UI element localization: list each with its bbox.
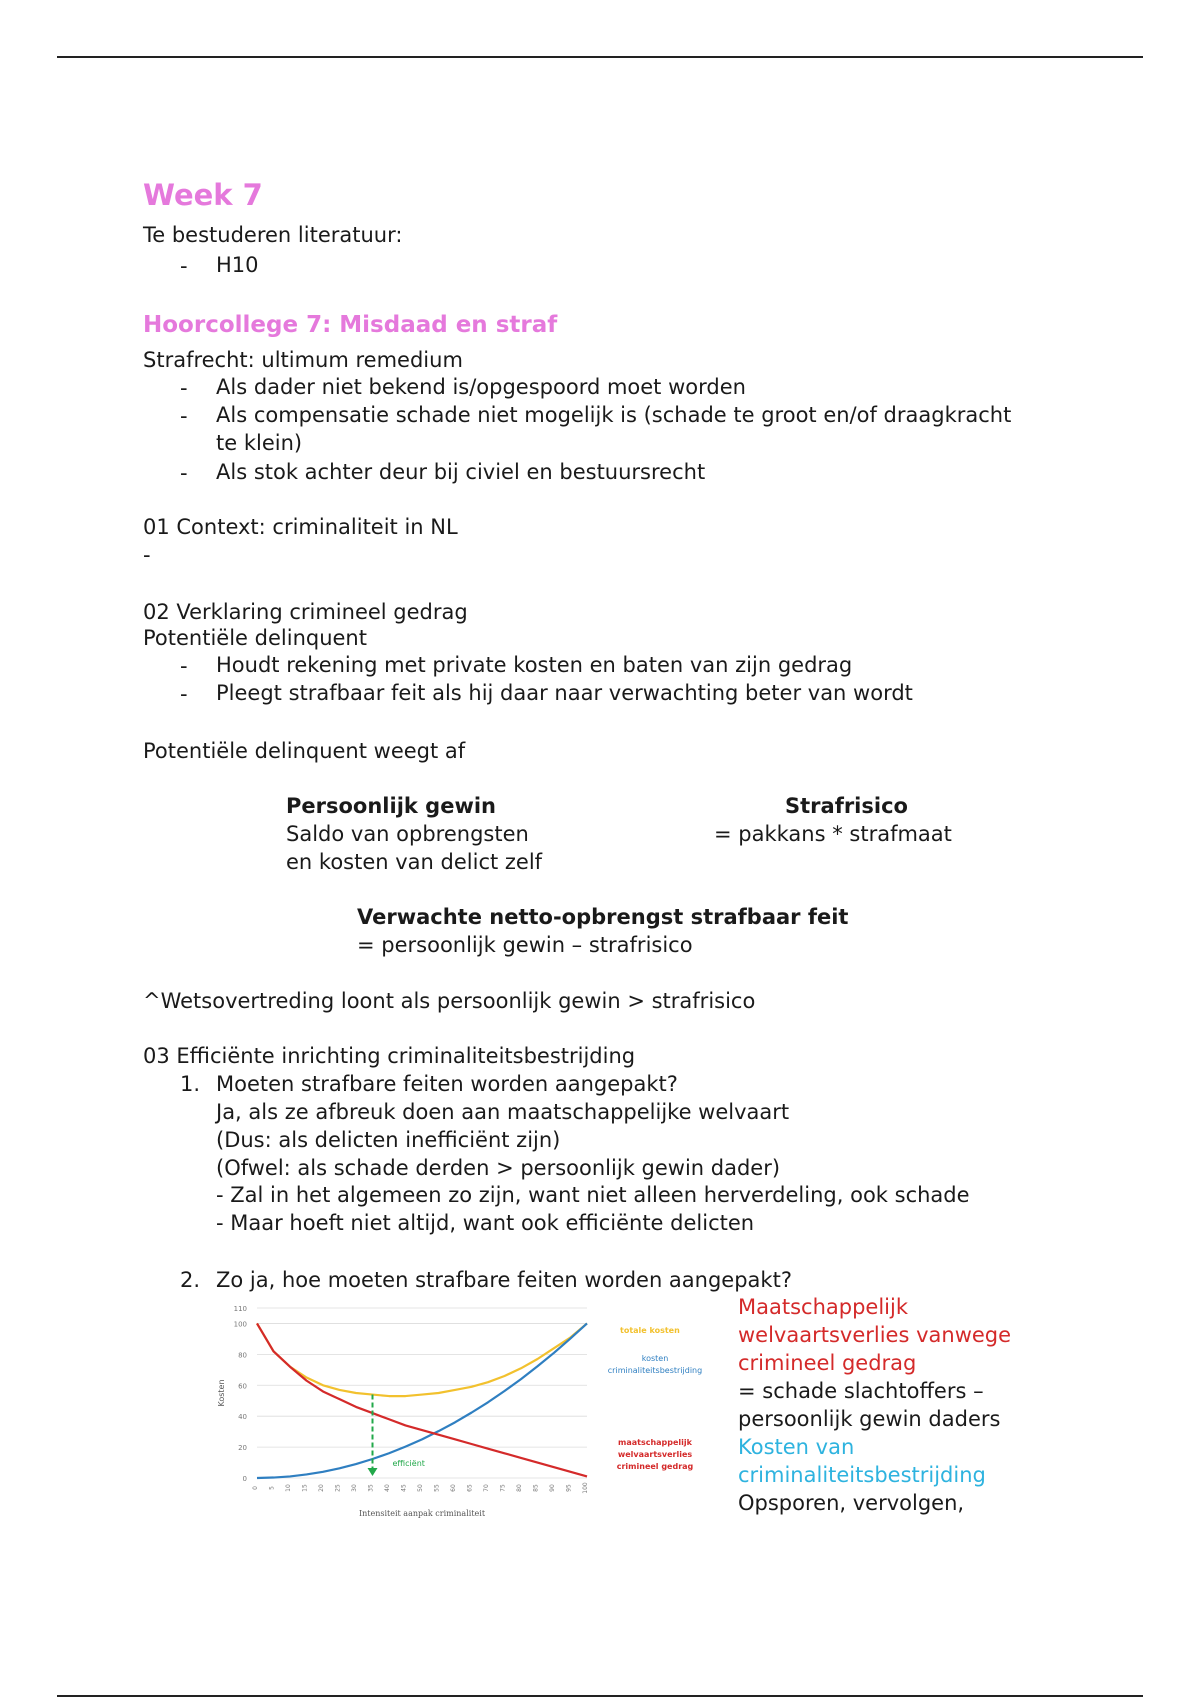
list-bullet: - xyxy=(180,654,188,678)
x-tick-label: 60 xyxy=(450,1484,457,1492)
list-item: Als dader niet bekend is/opgespoord moet worden xyxy=(216,375,746,399)
sidebar-red-line: Maatschappelijk xyxy=(738,1295,908,1319)
x-tick-label: 15 xyxy=(301,1484,309,1492)
list-item: Als stok achter deur bij civiel en bestuursrecht xyxy=(216,460,706,484)
x-tick-label: 5 xyxy=(268,1486,276,1490)
strafrecht-intro: Strafrecht: ultimum remedium xyxy=(143,348,463,372)
sidebar-blue-line: criminaliteitsbestrijding xyxy=(738,1463,986,1487)
x-tick-label: 85 xyxy=(532,1484,540,1492)
legend-welfare-loss-2: welvaartsverlies xyxy=(617,1450,693,1459)
sidebar-definition: = schade slachtoffers – xyxy=(738,1379,984,1403)
answer-line: - Maar hoeft niet altijd, want ook efficiënte delicten xyxy=(216,1211,755,1235)
section-2-title: 02 Verklaring crimineel gedrag xyxy=(143,600,468,624)
x-tick-label: 75 xyxy=(499,1484,507,1492)
x-tick-label: 95 xyxy=(565,1484,573,1492)
sidebar-red-line: crimineel gedrag xyxy=(738,1351,917,1375)
welfare-loss-line xyxy=(257,1323,587,1476)
answer-line: (Dus: als delicten inefficiënt zijn) xyxy=(216,1128,561,1152)
question-2: Zo ja, hoe moeten strafbare feiten worden aangepakt? xyxy=(216,1268,792,1292)
x-tick-label: 65 xyxy=(466,1484,474,1492)
sidebar-red-line: welvaartsverlies vanwege xyxy=(738,1323,1012,1347)
gain-line-1: Saldo van opbrengsten xyxy=(286,822,529,846)
top-rule xyxy=(57,56,1143,58)
enforcement-costs-line xyxy=(257,1323,587,1478)
x-tick-label: 40 xyxy=(384,1484,391,1492)
x-axis-label: Intensiteit aanpak criminaliteit xyxy=(358,1509,486,1518)
legend-welfare-loss-1: maatschappelijk xyxy=(618,1438,692,1447)
y-axis-label: Kosten xyxy=(217,1379,226,1407)
y-tick-label: 110 xyxy=(233,1305,247,1313)
section-1-bullet: - xyxy=(143,543,151,567)
literature-label: Te bestuderen literatuur: xyxy=(143,223,403,247)
list-item: Pleegt strafbaar feit als hij daar naar verwachting beter van wordt xyxy=(216,681,913,705)
x-tick-label: 70 xyxy=(483,1484,490,1492)
y-tick-label: 100 xyxy=(233,1320,247,1329)
list-number: 1. xyxy=(180,1072,201,1096)
x-tick-label: 25 xyxy=(334,1484,342,1492)
cost-chart xyxy=(212,1298,732,1520)
y-tick-label: 60 xyxy=(238,1382,247,1391)
legend-enforcement-costs-2: criminaliteitsbestrijding xyxy=(607,1366,703,1375)
list-bullet: - xyxy=(180,254,188,278)
question-1: Moeten strafbare feiten worden aangepakt? xyxy=(216,1072,678,1096)
x-tick-label: 45 xyxy=(400,1484,408,1492)
y-tick-label: 80 xyxy=(238,1351,247,1360)
risk-title: Strafrisico xyxy=(785,794,908,818)
list-item: Houdt rekening met private kosten en baten van zijn gedrag xyxy=(216,653,853,677)
x-tick-label: 50 xyxy=(417,1484,424,1492)
y-tick-label: 0 xyxy=(242,1475,247,1483)
net-line: = persoonlijk gewin – strafrisico xyxy=(357,933,693,957)
sidebar-last-line: Opsporen, vervolgen, xyxy=(738,1491,965,1515)
list-number: 2. xyxy=(180,1268,201,1292)
list-bullet: - xyxy=(180,376,188,400)
bottom-rule xyxy=(57,1695,1143,1697)
section-2-subtitle: Potentiële delinquent xyxy=(143,626,367,650)
legend-total-costs: totale kosten xyxy=(620,1326,680,1335)
y-tick-label: 40 xyxy=(238,1413,247,1422)
list-bullet: - xyxy=(180,404,188,428)
answer-line: (Ofwel: als schade derden > persoonlijk gewin dader) xyxy=(216,1156,781,1180)
section-3-title: 03 Efficiënte inrichting criminaliteitsbestrijding xyxy=(143,1044,636,1068)
section-1-title: 01 Context: criminaliteit in NL xyxy=(143,515,458,539)
x-tick-label: 55 xyxy=(433,1484,441,1492)
conclusion-text: ^Wetsovertreding loont als persoonlijk gewin > strafrisico xyxy=(143,989,756,1013)
x-tick-label: 20 xyxy=(318,1484,325,1492)
legend-enforcement-costs-1: kosten xyxy=(641,1354,669,1363)
list-bullet: - xyxy=(180,461,188,485)
x-tick-label: 100 xyxy=(582,1482,589,1494)
weighs-text: Potentiële delinquent weegt af xyxy=(143,739,466,763)
x-tick-label: 10 xyxy=(285,1484,292,1492)
x-tick-label: 90 xyxy=(549,1484,556,1492)
x-tick-label: 0 xyxy=(252,1486,259,1490)
sidebar-definition: persoonlijk gewin daders xyxy=(738,1407,1001,1431)
x-tick-label: 30 xyxy=(351,1484,358,1492)
list-item: Als compensatie schade niet mogelijk is (schade te groot en/of draagkracht xyxy=(216,403,1012,427)
y-tick-label: 20 xyxy=(238,1444,247,1453)
efficient-label: efficiënt xyxy=(392,1459,425,1468)
sidebar-blue-line: Kosten van xyxy=(738,1435,855,1459)
net-title: Verwachte netto-opbrengst strafbaar feit xyxy=(357,905,849,929)
efficient-marker-arrow xyxy=(368,1468,378,1476)
week-title: Week 7 xyxy=(143,178,263,212)
legend-welfare-loss-3: crimineel gedrag xyxy=(616,1462,694,1471)
gain-line-2: en kosten van delict zelf xyxy=(286,850,543,874)
risk-line: = pakkans * strafmaat xyxy=(714,822,952,846)
lecture-title: Hoorcollege 7: Misdaad en straf xyxy=(143,312,558,338)
answer-line: Ja, als ze afbreuk doen aan maatschappelijke welvaart xyxy=(216,1100,790,1124)
gain-title: Persoonlijk gewin xyxy=(286,794,496,818)
x-tick-label: 35 xyxy=(367,1484,375,1492)
answer-line: - Zal in het algemeen zo zijn, want niet alleen herverdeling, ook schade xyxy=(216,1183,970,1207)
list-bullet: - xyxy=(180,682,188,706)
x-tick-label: 80 xyxy=(516,1484,523,1492)
list-item-continuation: te klein) xyxy=(216,431,303,455)
literature-item: H10 xyxy=(216,253,259,277)
